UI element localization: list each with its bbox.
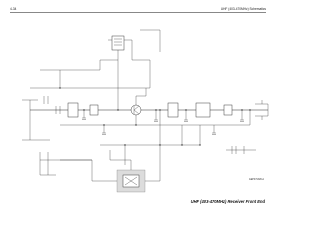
junction-dots: [59, 87, 250, 145]
lower-left-network: [40, 152, 92, 175]
filter-block-1: [68, 103, 78, 117]
vertical-connections: [125, 88, 250, 165]
page-number: 4-34: [10, 7, 17, 11]
ic-block-top: [112, 36, 124, 50]
drawing-id: GEPD 5328-A: [248, 178, 264, 181]
capacitors: [82, 110, 244, 135]
mixer-block: [60, 145, 160, 192]
filter-block-4: [196, 103, 210, 117]
main-signal-path: [30, 88, 268, 145]
top-branch-wiring: [40, 30, 160, 110]
figure-caption: UHF (403-470MHz) Receiver Front End: [190, 198, 265, 204]
input-section: [22, 96, 60, 140]
filter-block-2: [90, 105, 98, 115]
filter-block-3: [168, 103, 178, 117]
rf-amplifier: [131, 96, 146, 125]
manual-title: UHF (403-470MHz) Schematics: [220, 7, 266, 11]
lower-right-network: [226, 146, 256, 154]
filter-block-5: [224, 105, 232, 115]
